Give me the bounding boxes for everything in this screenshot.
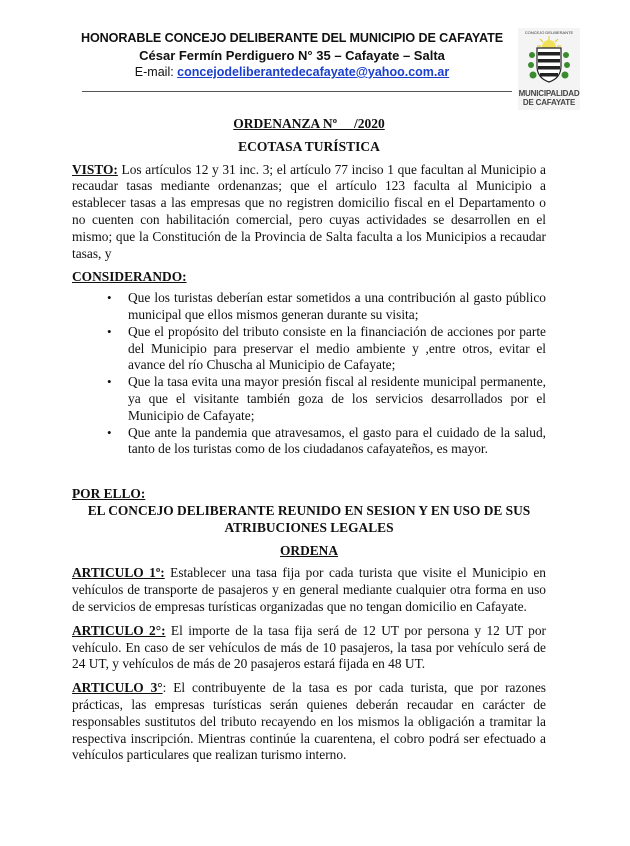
list-item: • Que los turistas deberían estar sometidos a una contribución al gasto público municipal que ellos mismos generan durante su visita; bbox=[128, 290, 546, 324]
list-item: • Que la tasa evita una mayor presión fiscal al residente municipal permanente, ya que el visitante también goza de los servicios desarrollados por el Municipio de Cafayate; bbox=[128, 374, 546, 424]
email-label: E-mail: bbox=[134, 65, 178, 79]
letterhead bbox=[70, 30, 514, 81]
article-text: El importe de la tasa fija será de 12 UT por persona y 12 UT por vehículo. En caso de ser vehículos de más de 10 pasajeros, la tasa por vehículo será de 24 UT, y vehículos de más de 20 pasajeros estará fijada en 48 UT. bbox=[72, 622, 547, 672]
email-line bbox=[70, 64, 514, 81]
article-3 bbox=[72, 680, 546, 764]
por-ello-heading: POR ELLO: bbox=[72, 486, 146, 502]
considerando-heading: CONSIDERANDO: bbox=[72, 269, 187, 285]
municipal-coat-of-arms-logo bbox=[518, 28, 580, 110]
considerando-list bbox=[72, 290, 546, 458]
article-label: ARTICULO 2°: bbox=[72, 622, 166, 638]
ordinance-title: ORDENANZA Nº /2020 bbox=[233, 116, 385, 131]
concejo-resolution-line-1: EL CONCEJO DELIBERANTE REUNIDO EN SESION Y EN USO DE SUS bbox=[87, 502, 531, 518]
list-item: • Que el propósito del tributo consiste en la financiación de acciones por parte del Municipio para preservar el medio ambiente y ,entre otros, evitar el avance del río Chuscha al Municipio de Cafayate; bbox=[128, 324, 546, 374]
article-text: Establecer una tasa fija por cada turista que visite el Municipio en vehículos de transporte de pasajeros y en general mediante cualquier otra forma en uso de servicios de empresas turísticas organizadas que no tengan domicilio en Cafayate. bbox=[72, 565, 546, 614]
article-text: : El contribuyente de la tasa es por cada turista, que por razones prácticas, las empresas turísticas serán quienes deberán recaudar en carácter de responsables sustitutos del tributo recayendo en los mismos la obligación a tramitar la respectiva inscripción. Mientras continúe la cuarentena, el cobro podrá ser efectuado a vehículos particulares que realizan turismo interno. bbox=[72, 680, 546, 763]
article-label: ARTICULO 3° bbox=[72, 680, 163, 696]
visto-paragraph bbox=[72, 162, 546, 263]
list-item: • Que ante la pandemia que atravesamos, el gasto para el cuidado de la salud, tanto de los turistas como de los ciudadanos cafayateños, es mayor. bbox=[128, 425, 546, 459]
ordena-heading: ORDENA bbox=[279, 542, 339, 558]
article-2 bbox=[72, 623, 546, 673]
logo-bottom-text: MUNICIPALIDAD DE CAFAYATE bbox=[518, 89, 580, 107]
concejo-resolution-line-2: ATRIBUCIONES LEGALES bbox=[224, 519, 394, 535]
institution-name: HONORABLE CONCEJO DELIBERANTE DEL MUNICIPIO DE CAFAYATE bbox=[80, 31, 504, 45]
email-link[interactable]: concejodeliberantedecafayate@yahoo.com.ar bbox=[177, 65, 450, 79]
logo-top-text: CONCEJO DELIBERANTE bbox=[524, 30, 574, 35]
ordinance-subtitle: ECOTASA TURÍSTICA bbox=[238, 138, 380, 154]
article-1 bbox=[72, 565, 546, 615]
header-divider bbox=[82, 91, 512, 92]
visto-text: Los artículos 12 y 31 inc. 3; el artículo 77 inciso 1 que facultan al Municipio a recaudar tasas mediante ordenanzas; que el artículo 123 faculta al Municipio a establecer tasas a las empresas que no registren domicilio fiscal en el Departamento o no cuenten con habilitación comercial, pero cuyas actividades se desarrollen en el mismo; que la Constitución de la Provincia de Salta faculta a los Municipios a recaudar tasas, y bbox=[72, 161, 546, 261]
ordinance-document bbox=[72, 116, 546, 764]
institution-address: César Fermín Perdiguero N° 35 – Cafayate – Salta bbox=[139, 48, 445, 63]
coat-of-arms-shield-icon bbox=[520, 28, 578, 86]
visto-label: VISTO: bbox=[72, 161, 118, 177]
article-label: ARTICULO 1º: bbox=[72, 565, 165, 581]
